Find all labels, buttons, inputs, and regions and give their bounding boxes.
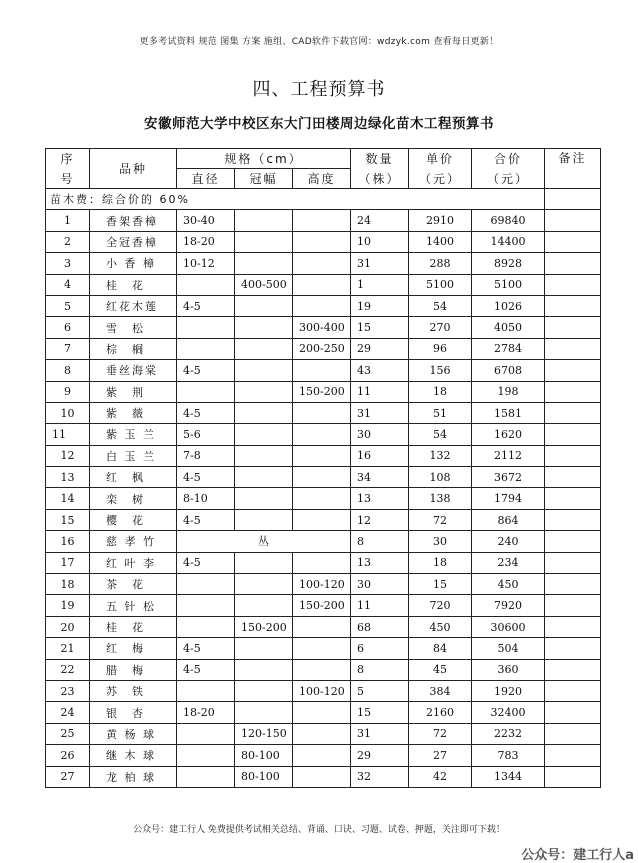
table-row <box>46 616 601 637</box>
table-row <box>46 766 601 787</box>
cell-variety: 腊 梅 <box>90 659 177 680</box>
cell-price: 288 <box>409 253 472 274</box>
cell-total: 1920 <box>472 680 545 701</box>
cell-variety: 红 枫 <box>90 467 177 488</box>
cell-note <box>545 638 601 659</box>
cell-total: 3672 <box>472 467 545 488</box>
cell-seq: 24 <box>46 702 90 723</box>
cell-qty: 16 <box>351 445 409 466</box>
cell-seq: 21 <box>46 638 90 659</box>
cell-diameter: 4-5 <box>177 659 235 680</box>
cell-crown <box>235 210 293 231</box>
cell-seq: 18 <box>46 574 90 595</box>
cell-seq: 16 <box>46 531 90 552</box>
cell-qty: 8 <box>351 659 409 680</box>
table-row <box>46 210 601 231</box>
page-title: 四、工程预算书 <box>252 79 386 100</box>
cell-total: 2784 <box>472 338 545 359</box>
cell-price: 54 <box>409 424 472 445</box>
cell-diameter <box>177 574 235 595</box>
cell-total: 360 <box>472 659 545 680</box>
cell-diameter: 4-5 <box>177 467 235 488</box>
header-variety: 品种 <box>90 149 177 189</box>
cell-diameter <box>177 723 235 744</box>
cell-qty: 24 <box>351 210 409 231</box>
header-qty-bottom: （株） <box>351 169 409 189</box>
cell-diameter <box>177 680 235 701</box>
header-spec-crown: 冠幅 <box>235 169 293 189</box>
cell-diameter <box>177 766 235 787</box>
cell-price: 108 <box>409 467 472 488</box>
table-row <box>46 424 601 445</box>
cell-note <box>545 253 601 274</box>
cell-seq: 4 <box>46 274 90 295</box>
cell-price: 156 <box>409 360 472 381</box>
cell-variety: 樱 花 <box>90 509 177 530</box>
cell-diameter: 30-40 <box>177 210 235 231</box>
cell-qty: 34 <box>351 467 409 488</box>
cell-seq: 3 <box>46 253 90 274</box>
cell-diameter <box>177 616 235 637</box>
table-row <box>46 574 601 595</box>
cell-variety: 白 玉 兰 <box>90 445 177 466</box>
cell-height <box>293 467 351 488</box>
header-seq-bottom: 号 <box>46 169 90 189</box>
cell-total: 1344 <box>472 766 545 787</box>
cell-seq: 27 <box>46 766 90 787</box>
cell-qty: 30 <box>351 574 409 595</box>
header-note: 备注 <box>545 149 601 189</box>
table-row <box>46 274 601 295</box>
cell-variety: 黄 杨 球 <box>90 723 177 744</box>
table-row <box>46 680 601 701</box>
cell-height: 150-200 <box>293 595 351 616</box>
cell-price: 270 <box>409 317 472 338</box>
cell-seq: 6 <box>46 317 90 338</box>
cell-price: 72 <box>409 723 472 744</box>
cell-total: 2112 <box>472 445 545 466</box>
cell-price: 72 <box>409 509 472 530</box>
cell-qty: 29 <box>351 338 409 359</box>
cell-total: 5100 <box>472 274 545 295</box>
cell-crown: 80-100 <box>235 745 293 766</box>
cell-total: 4050 <box>472 317 545 338</box>
cell-diameter <box>177 338 235 359</box>
cell-spec-merged: 丛 <box>177 531 351 552</box>
table-row <box>46 723 601 744</box>
section-note-cell <box>545 189 601 210</box>
cell-height <box>293 210 351 231</box>
cell-height <box>293 402 351 423</box>
cell-height <box>293 659 351 680</box>
cell-height <box>293 509 351 530</box>
cell-height <box>293 745 351 766</box>
cell-seq: 1 <box>46 210 90 231</box>
table-row <box>46 552 601 573</box>
cell-crown <box>235 680 293 701</box>
cell-variety: 红花木莲 <box>90 295 177 316</box>
section-row <box>46 189 601 210</box>
cell-variety: 紫 玉 兰 <box>90 424 177 445</box>
cell-crown <box>235 467 293 488</box>
header-seq-top: 序 <box>46 149 90 169</box>
cell-price: 18 <box>409 552 472 573</box>
cell-qty: 31 <box>351 723 409 744</box>
cell-seq: 9 <box>46 381 90 402</box>
cell-height <box>293 231 351 252</box>
table-row <box>46 231 601 252</box>
cell-crown: 120-150 <box>235 723 293 744</box>
cell-height <box>293 274 351 295</box>
cell-crown: 80-100 <box>235 766 293 787</box>
cell-note <box>545 274 601 295</box>
cell-price: 30 <box>409 531 472 552</box>
cell-variety: 小 香 樟 <box>90 253 177 274</box>
cell-seq: 12 <box>46 445 90 466</box>
cell-height <box>293 424 351 445</box>
table-row <box>46 295 601 316</box>
cell-qty: 10 <box>351 231 409 252</box>
cell-seq: 10 <box>46 402 90 423</box>
footer-line: 公众号：建工行人 免费提供考试相关总结、背诵、口诀、习题、试卷、押题，关注即可下载！ <box>133 825 505 835</box>
cell-note <box>545 616 601 637</box>
cell-crown <box>235 445 293 466</box>
cell-height <box>293 445 351 466</box>
cell-diameter: 7-8 <box>177 445 235 466</box>
cell-total: 450 <box>472 574 545 595</box>
cell-variety: 全冠香樟 <box>90 231 177 252</box>
cell-diameter: 18-20 <box>177 702 235 723</box>
table-row <box>46 595 601 616</box>
cell-height: 100-120 <box>293 680 351 701</box>
cell-qty: 11 <box>351 595 409 616</box>
cell-diameter: 4-5 <box>177 360 235 381</box>
cell-note <box>545 766 601 787</box>
cell-qty: 15 <box>351 317 409 338</box>
cell-diameter: 4-5 <box>177 509 235 530</box>
table-row <box>46 360 601 381</box>
cell-crown <box>235 231 293 252</box>
cell-qty: 5 <box>351 680 409 701</box>
cell-note <box>545 360 601 381</box>
cell-crown <box>235 253 293 274</box>
cell-variety: 龙 柏 球 <box>90 766 177 787</box>
cell-crown: 400-500 <box>235 274 293 295</box>
table-row <box>46 445 601 466</box>
cell-height <box>293 723 351 744</box>
cell-crown: 150-200 <box>235 616 293 637</box>
cell-crown <box>235 317 293 338</box>
cell-seq: 23 <box>46 680 90 701</box>
cell-height: 300-400 <box>293 317 351 338</box>
cell-diameter <box>177 595 235 616</box>
table-row <box>46 381 601 402</box>
cell-seq: 13 <box>46 467 90 488</box>
cell-seq: 25 <box>46 723 90 744</box>
header-qty-top: 数量 <box>351 149 409 169</box>
cell-note <box>545 210 601 231</box>
cell-crown <box>235 659 293 680</box>
cell-note <box>545 574 601 595</box>
cell-crown <box>235 381 293 402</box>
cell-price: 84 <box>409 638 472 659</box>
cell-total: 1620 <box>472 424 545 445</box>
cell-price: 5100 <box>409 274 472 295</box>
cell-note <box>545 317 601 338</box>
cell-total: 1794 <box>472 488 545 509</box>
cell-note <box>545 338 601 359</box>
cell-price: 45 <box>409 659 472 680</box>
cell-note <box>545 295 601 316</box>
cell-crown <box>235 295 293 316</box>
cell-crown <box>235 702 293 723</box>
cell-height <box>293 616 351 637</box>
cell-crown <box>235 638 293 659</box>
cell-qty: 30 <box>351 424 409 445</box>
table-row <box>46 745 601 766</box>
cell-diameter: 10-12 <box>177 253 235 274</box>
cell-price: 54 <box>409 295 472 316</box>
cell-note <box>545 531 601 552</box>
cell-variety: 继 木 球 <box>90 745 177 766</box>
cell-total: 864 <box>472 509 545 530</box>
cell-note <box>545 659 601 680</box>
cell-height: 150-200 <box>293 381 351 402</box>
cell-height <box>293 488 351 509</box>
cell-note <box>545 723 601 744</box>
cell-price: 51 <box>409 402 472 423</box>
cell-variety: 紫 荆 <box>90 381 177 402</box>
cell-height <box>293 638 351 659</box>
cell-seq: 11 <box>46 424 90 445</box>
table-row <box>46 402 601 423</box>
cell-qty: 43 <box>351 360 409 381</box>
cell-crown <box>235 488 293 509</box>
table-row <box>46 659 601 680</box>
cell-variety: 棕 榈 <box>90 338 177 359</box>
cell-variety: 银 杏 <box>90 702 177 723</box>
cell-note <box>545 745 601 766</box>
cell-seq: 17 <box>46 552 90 573</box>
cell-qty: 8 <box>351 531 409 552</box>
cell-price: 138 <box>409 488 472 509</box>
cell-variety: 红 梅 <box>90 638 177 659</box>
cell-variety: 栾 树 <box>90 488 177 509</box>
cell-seq: 15 <box>46 509 90 530</box>
cell-height <box>293 360 351 381</box>
cell-total: 14400 <box>472 231 545 252</box>
table-row <box>46 317 601 338</box>
cell-total: 30600 <box>472 616 545 637</box>
header-line: 更多考试资料 规范 图集 方案 施组、CAD软件下载官网：wdzyk.com 查看每日更新！ <box>139 37 499 47</box>
cell-seq: 19 <box>46 595 90 616</box>
cell-height: 200-250 <box>293 338 351 359</box>
header-spec-height: 高度 <box>293 169 351 189</box>
section-label: 苗木费：综合价的 60% <box>46 189 545 210</box>
cell-price: 384 <box>409 680 472 701</box>
cell-note <box>545 424 601 445</box>
cell-note <box>545 702 601 723</box>
cell-note <box>545 552 601 573</box>
cell-total: 234 <box>472 552 545 573</box>
cell-price: 2910 <box>409 210 472 231</box>
cell-height <box>293 253 351 274</box>
cell-variety: 红 叶 李 <box>90 552 177 573</box>
cell-qty: 29 <box>351 745 409 766</box>
cell-seq: 22 <box>46 659 90 680</box>
cell-variety: 桂 花 <box>90 616 177 637</box>
cell-qty: 31 <box>351 402 409 423</box>
cell-qty: 12 <box>351 509 409 530</box>
cell-total: 504 <box>472 638 545 659</box>
cell-qty: 31 <box>351 253 409 274</box>
cell-qty: 6 <box>351 638 409 659</box>
cell-seq: 26 <box>46 745 90 766</box>
header-spec-diameter: 直径 <box>177 169 235 189</box>
page-subtitle: 安徽师范大学中校区东大门田楼周边绿化苗木工程预算书 <box>144 116 494 132</box>
cell-total: 198 <box>472 381 545 402</box>
cell-diameter: 8-10 <box>177 488 235 509</box>
cell-total: 1581 <box>472 402 545 423</box>
cell-price: 42 <box>409 766 472 787</box>
cell-note <box>545 488 601 509</box>
table-row <box>46 488 601 509</box>
cell-variety: 雪 松 <box>90 317 177 338</box>
cell-crown <box>235 552 293 573</box>
cell-total: 783 <box>472 745 545 766</box>
cell-height <box>293 702 351 723</box>
cell-diameter <box>177 381 235 402</box>
cell-total: 6708 <box>472 360 545 381</box>
cell-crown <box>235 509 293 530</box>
cell-qty: 68 <box>351 616 409 637</box>
cell-diameter: 5-6 <box>177 424 235 445</box>
cell-price: 2160 <box>409 702 472 723</box>
cell-qty: 19 <box>351 295 409 316</box>
cell-price: 18 <box>409 381 472 402</box>
cell-total: 240 <box>472 531 545 552</box>
header-total-bottom: （元） <box>472 169 545 189</box>
cell-note <box>545 467 601 488</box>
cell-crown <box>235 424 293 445</box>
table-row <box>46 702 601 723</box>
cell-variety: 茶 花 <box>90 574 177 595</box>
cell-variety: 五 针 松 <box>90 595 177 616</box>
cell-diameter <box>177 745 235 766</box>
table-row <box>46 531 601 552</box>
cell-note <box>545 509 601 530</box>
cell-crown <box>235 402 293 423</box>
cell-qty: 13 <box>351 552 409 573</box>
cell-price: 132 <box>409 445 472 466</box>
cell-height <box>293 552 351 573</box>
cell-seq: 7 <box>46 338 90 359</box>
cell-crown <box>235 595 293 616</box>
cell-note <box>545 231 601 252</box>
cell-diameter: 4-5 <box>177 552 235 573</box>
cell-note <box>545 680 601 701</box>
cell-price: 450 <box>409 616 472 637</box>
cell-seq: 20 <box>46 616 90 637</box>
cell-crown <box>235 574 293 595</box>
watermark: 公众号：建工行人a <box>521 848 634 863</box>
cell-seq: 2 <box>46 231 90 252</box>
header-row-top <box>46 149 601 169</box>
cell-height: 100-120 <box>293 574 351 595</box>
table-row <box>46 638 601 659</box>
cell-note <box>545 381 601 402</box>
header-price-bottom: （元） <box>409 169 472 189</box>
table-row <box>46 338 601 359</box>
cell-variety: 香架香樟 <box>90 210 177 231</box>
cell-total: 8928 <box>472 253 545 274</box>
cell-qty: 15 <box>351 702 409 723</box>
cell-seq: 14 <box>46 488 90 509</box>
cell-price: 1400 <box>409 231 472 252</box>
cell-height <box>293 295 351 316</box>
cell-total: 1026 <box>472 295 545 316</box>
cell-seq: 5 <box>46 295 90 316</box>
cell-crown <box>235 338 293 359</box>
cell-note <box>545 595 601 616</box>
cell-total: 32400 <box>472 702 545 723</box>
cell-diameter <box>177 317 235 338</box>
cell-qty: 1 <box>351 274 409 295</box>
cell-crown <box>235 360 293 381</box>
header-price-top: 单价 <box>409 149 472 169</box>
table-row <box>46 509 601 530</box>
cell-price: 96 <box>409 338 472 359</box>
cell-variety: 慈 孝 竹 <box>90 531 177 552</box>
cell-variety: 垂丝海棠 <box>90 360 177 381</box>
cell-diameter: 4-5 <box>177 638 235 659</box>
budget-table <box>45 148 601 788</box>
header-spec: 规格（cm） <box>177 149 351 169</box>
cell-price: 27 <box>409 745 472 766</box>
cell-price: 15 <box>409 574 472 595</box>
cell-diameter: 4-5 <box>177 295 235 316</box>
cell-variety: 桂 花 <box>90 274 177 295</box>
cell-diameter: 4-5 <box>177 402 235 423</box>
header-total-top: 合价 <box>472 149 545 169</box>
cell-total: 2232 <box>472 723 545 744</box>
table-row <box>46 253 601 274</box>
cell-note <box>545 402 601 423</box>
cell-qty: 13 <box>351 488 409 509</box>
cell-diameter <box>177 274 235 295</box>
cell-note <box>545 445 601 466</box>
cell-seq: 8 <box>46 360 90 381</box>
cell-total: 69840 <box>472 210 545 231</box>
cell-qty: 11 <box>351 381 409 402</box>
cell-variety: 紫 薇 <box>90 402 177 423</box>
cell-diameter: 18-20 <box>177 231 235 252</box>
cell-total: 7920 <box>472 595 545 616</box>
cell-qty: 32 <box>351 766 409 787</box>
cell-height <box>293 766 351 787</box>
table-row <box>46 467 601 488</box>
cell-price: 720 <box>409 595 472 616</box>
cell-variety: 苏 铁 <box>90 680 177 701</box>
